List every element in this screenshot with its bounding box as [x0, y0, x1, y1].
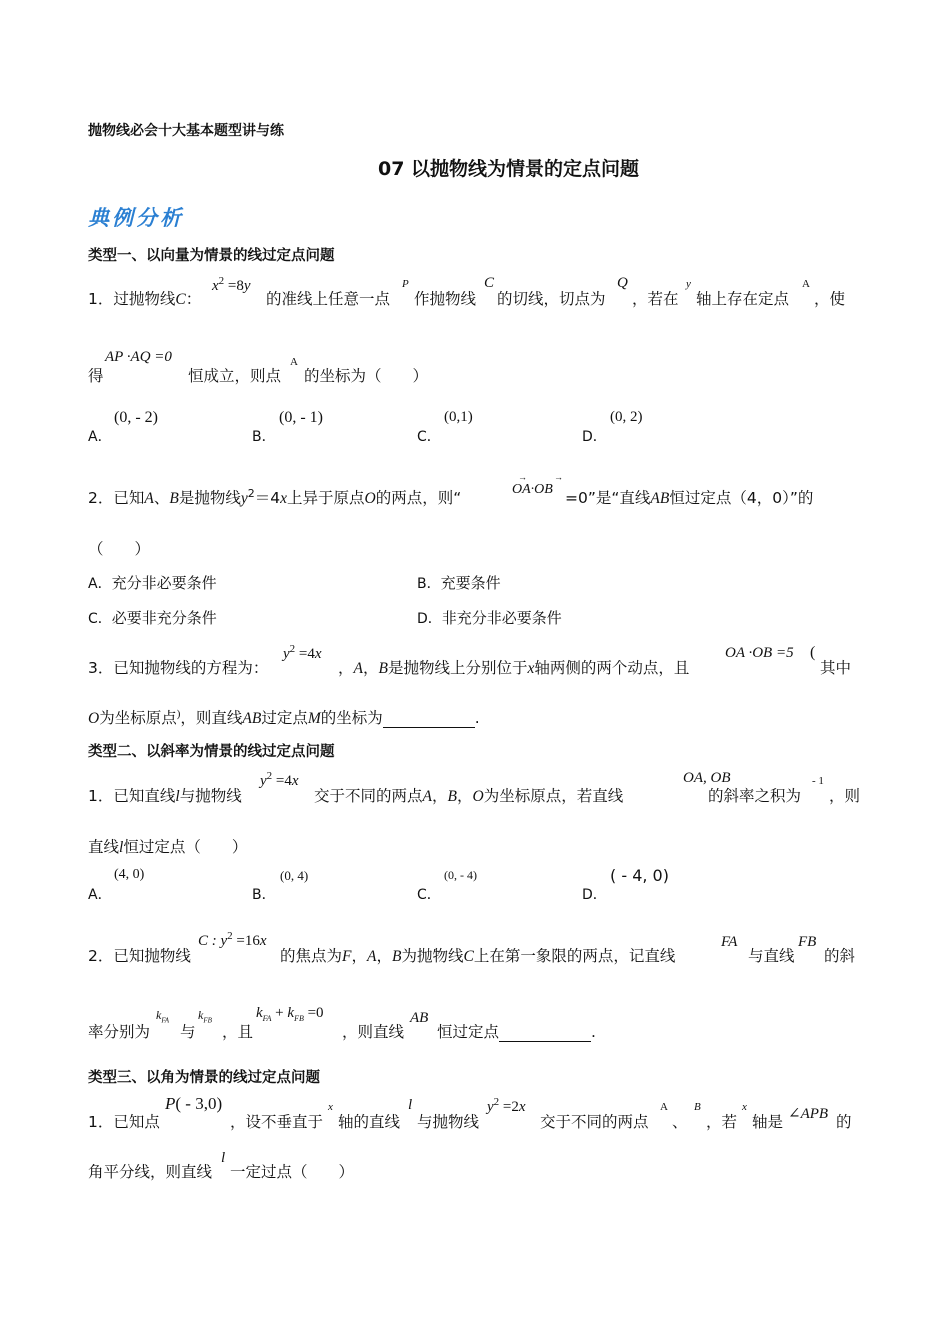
type3-q1-line1-a: 1．已知点: [88, 1113, 160, 1131]
type3-q1-x: x: [328, 1101, 333, 1113]
type2-q2-sum: $k_{FA} + k_{FB} =0$: [256, 1005, 324, 1023]
type3-q1-equation: $y^2 =2x$: [487, 1096, 526, 1115]
type2-q2-line2-c: 恒过定点 .: [437, 1023, 596, 1041]
type2-q2-with: 与直线: [748, 947, 795, 965]
type3-q1-point: P( - 3,0): [165, 1094, 223, 1113]
type3-q1-line1-e: 交于不同的两点: [540, 1113, 649, 1131]
type3-q1-line1-g: 轴是: [752, 1113, 784, 1131]
type2-q2-kfb: $k_{FB}$: [198, 1008, 212, 1025]
type2-q2-line1-c: 的斜: [824, 947, 856, 965]
type1-q2-option-c[interactable]: C．必要非充分条件: [88, 609, 217, 627]
type3-q1-x2: x: [742, 1101, 747, 1113]
type1-q1-option-c-label[interactable]: C．: [417, 429, 441, 445]
type2-q1-neg-one: - 1: [812, 775, 824, 787]
type2-q2-with2: 与: [180, 1023, 196, 1041]
type1-q1-option-d-label[interactable]: D．: [582, 429, 607, 445]
type2-q1-line1-b: 交于不同的两点A，B，O为坐标原点，若直线: [314, 787, 624, 805]
type1-q1-option-b-label[interactable]: B．: [252, 429, 276, 445]
type2-q2-and: ，且: [222, 1023, 254, 1041]
type3-heading: 类型三、以角为情景的线过定点问题: [88, 1070, 320, 1086]
type2-q1-option-c-label[interactable]: C．: [417, 887, 441, 903]
type3-q1-line2-a: 角平分线，则直线: [88, 1163, 213, 1181]
type3-q1-B: B: [694, 1101, 701, 1113]
type1-q3-line2: O为坐标原点)，则直线AB过定点M的坐标为 .: [88, 707, 480, 727]
type1-q1-text-c: 的切线，切点为: [497, 290, 606, 308]
type1-q1-Q: Q: [617, 275, 628, 291]
type1-q2-option-b[interactable]: B．充要条件: [417, 574, 501, 592]
type1-q1-text-b: 作抛物线: [414, 290, 477, 308]
type3-q1-line1-h: 的: [836, 1113, 852, 1131]
type2-q2-line1-a: 2．已知抛物线: [88, 947, 191, 965]
type3-q1-line1-d: 与抛物线: [417, 1113, 480, 1131]
type1-q1-P: P: [402, 278, 409, 290]
type3-q1-sep: 、: [672, 1113, 688, 1131]
type3-q1-line1-f: ，若: [706, 1113, 738, 1131]
type2-heading: 类型二、以斜率为情景的线过定点问题: [88, 744, 335, 760]
type2-q2-FB: FB: [798, 934, 817, 950]
type2-q2-answer-blank[interactable]: [499, 1023, 591, 1042]
type2-q1-option-c[interactable]: (0, - 4): [444, 868, 477, 882]
type2-q1-option-a-label[interactable]: A．: [88, 887, 112, 903]
type2-q1-line1-d: ，则: [829, 787, 861, 805]
type3-q1-l: l: [408, 1097, 413, 1113]
type1-q1-option-a-label[interactable]: A．: [88, 429, 112, 445]
type3-q1-angle: ∠APB: [788, 1106, 829, 1122]
type2-q2-FA: FA: [721, 934, 738, 950]
type2-q1-option-b[interactable]: (0, 4): [280, 868, 309, 883]
type1-q1-y: y: [686, 278, 691, 290]
type2-q1-line1-a: 1．已知直线l与抛物线: [88, 787, 242, 805]
type1-q1-condition: AP ·AQ =0: [105, 349, 172, 365]
type1-q1-option-c[interactable]: (0,1): [444, 409, 473, 425]
type2-q2-equation: C : $y^2 =16x$: [198, 930, 267, 949]
type2-q1-option-a[interactable]: (4, 0): [114, 867, 145, 882]
type1-q2-option-a[interactable]: A．充分非必要条件: [88, 574, 217, 592]
type1-q3-open-paren: (: [810, 644, 816, 661]
type1-q2-vector-product: → → OA·OB: [512, 472, 563, 497]
type1-q2-paren: （ ）: [88, 540, 151, 558]
type1-q3-condition: OA ·OB =5: [725, 645, 794, 661]
type1-q1-text-d: ，若在: [632, 290, 679, 308]
type1-q1-text-f: ，使: [814, 290, 846, 308]
type1-q1-line2-b: 恒成立，则点: [188, 367, 282, 385]
type2-q1-line1-c: 的斜率之积为: [708, 787, 802, 805]
chapter-title: 07 以抛物线为情景的定点问题: [378, 158, 640, 180]
type1-q1-line2-a: 得: [88, 367, 104, 385]
type1-q3-line1-c: 其中: [820, 659, 852, 677]
type2-q1-option-d[interactable]: ( - 4, 0): [610, 866, 669, 885]
type2-q1-option-d-label[interactable]: D．: [582, 887, 607, 903]
type1-q1-text-a: 的准线上任意一点: [266, 290, 391, 308]
type3-q1-l2: l: [221, 1150, 226, 1166]
type2-q2-line2-b: ，则直线: [342, 1023, 405, 1041]
type1-q1-option-b[interactable]: (0, - 1): [279, 409, 323, 426]
section-label: 典例分析: [88, 206, 184, 230]
type1-q1-option-d[interactable]: (0, 2): [610, 409, 643, 425]
type1-q1-text-e: 轴上存在定点: [696, 290, 790, 308]
type1-q1-C2: C: [484, 275, 495, 291]
type2-q1-line2: 直线l恒过定点（ ）: [88, 838, 248, 856]
type1-q1-A2: A: [290, 356, 298, 368]
type1-q1-line2-c: 的坐标为（ ）: [304, 367, 429, 385]
type1-q3-line1-a: 3．已知抛物线的方程为：: [88, 659, 269, 677]
type3-q1-A: A: [660, 1101, 668, 1113]
type2-q1-equation: $y^2 =4x$: [260, 770, 299, 789]
type2-q2-line2-a: 率分别为: [88, 1023, 151, 1041]
type1-q2-line1: 2．已知A、B是抛物线$y^2=4x$上异于原点O的两点，则“: [88, 486, 462, 507]
type3-q1-line2-b: 一定过点（ ）: [230, 1163, 355, 1181]
type2-q1-option-b-label[interactable]: B．: [252, 887, 276, 903]
type1-q1-option-a[interactable]: (0, - 2): [114, 409, 158, 426]
type3-q1-line1-c: 轴的直线: [338, 1113, 401, 1131]
type1-q1-A: A: [802, 278, 810, 290]
type1-q1-line1: 1．过抛物线C：: [88, 290, 202, 308]
type2-q2-AB: AB: [410, 1010, 429, 1026]
type1-q2-option-d[interactable]: D．非充分非必要条件: [417, 609, 562, 627]
type1-q3-equation: $y^2 =4x$: [283, 643, 322, 662]
series-title: 抛物线必会十大基本题型讲与练: [88, 123, 284, 139]
type2-q1-oa-ob: OA, OB: [683, 770, 731, 786]
type1-heading: 类型一、以向量为情景的线过定点问题: [88, 248, 335, 264]
type1-q1-equation: $x^2 =8y$: [212, 275, 251, 294]
type1-q3-line1-b: ，A，B是抛物线上分别位于x轴两侧的两个动点，且: [338, 659, 690, 677]
type2-q2-line1-b: 的焦点为F，A，B为抛物线C上在第一象限的两点，记直线: [280, 947, 676, 965]
type1-q2-line1-b: =0”是“直线AB恒过定点（4，0）”的: [565, 489, 814, 507]
type2-q2-kfa: $k_{FA}$: [156, 1008, 169, 1025]
type1-q3-answer-blank[interactable]: [383, 709, 475, 728]
type3-q1-line1-b: ，设不垂直于: [230, 1113, 324, 1131]
